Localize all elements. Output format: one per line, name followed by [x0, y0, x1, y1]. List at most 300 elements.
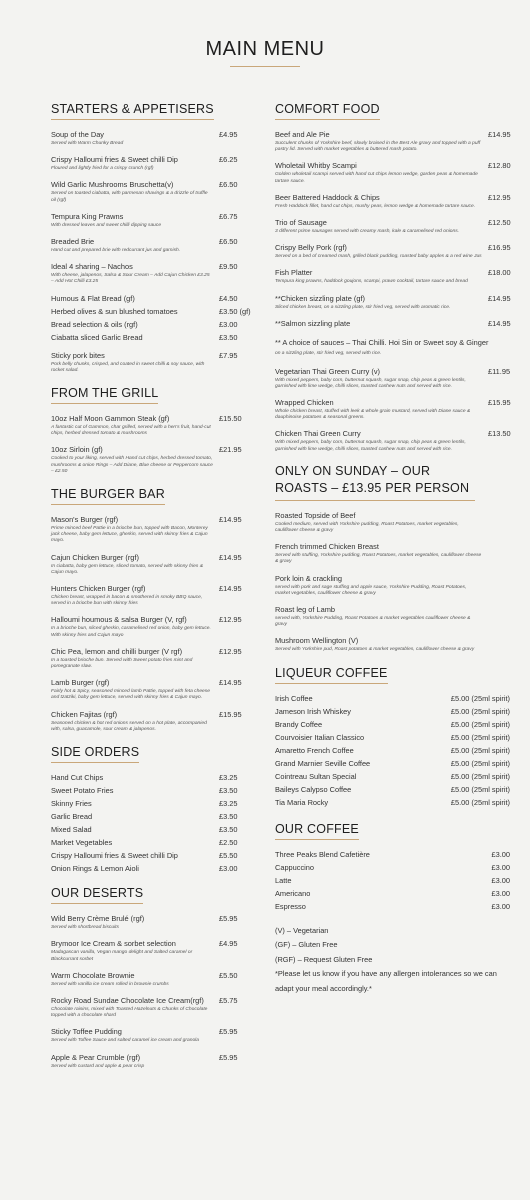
menu-item-description: served with pork and sage stuffing and apple sauce, Yorkshire Pudding, Roast Potatoes, market vegetables, cauliflower cheese & gravy [275, 584, 467, 596]
menu-item-row [275, 293, 510, 304]
menu-item-price: £3.50 [219, 786, 238, 796]
menu-item-price: £3.00 [491, 888, 510, 898]
dietary-note: (GF) – Gluten Free [275, 940, 338, 950]
menu-item-price: £3.00 [491, 875, 510, 885]
menu-item-name: Skinny Fries [51, 799, 92, 809]
menu-item-description: Served with Yorkshire pud, Roast potatoes & market vegetables, cauliflower cheese & gravy [275, 647, 475, 653]
menu-item-row [275, 745, 510, 756]
menu-item [275, 719, 510, 730]
menu-item-name: Americano [275, 888, 311, 898]
menu-item-name: Fish Platter [275, 268, 313, 278]
menu-item-price: £14.95 [488, 293, 511, 303]
menu-item-row [51, 938, 241, 949]
menu-item [275, 192, 510, 210]
menu-item-row [51, 785, 241, 796]
menu-item [275, 541, 510, 565]
menu-item [51, 552, 241, 576]
menu-item-name: Market Vegetables [51, 838, 113, 848]
menu-item [275, 129, 510, 153]
left-column [51, 100, 251, 1080]
menu-section [51, 384, 241, 475]
menu-item-row [51, 306, 251, 317]
menu-item-price: £15.50 [219, 414, 242, 424]
menu-item-row [51, 154, 241, 165]
menu-item-price: £4.95 [219, 130, 238, 139]
menu-item [275, 397, 510, 421]
menu-item-description: Served on toasted ciabatta, with parmesan shavings & a drizzle of truffle oil (rgf) [51, 191, 208, 203]
menu-item-description: With dressed leaves and sweet chilli dipping sauce [51, 222, 162, 228]
menu-item-price: £5.95 [219, 1052, 238, 1062]
menu-item [51, 798, 241, 809]
menu-item [51, 154, 241, 172]
menu-item-row [275, 604, 510, 615]
menu-item [275, 293, 510, 311]
menu-item-price: £15.95 [488, 397, 511, 407]
menu-item-description: A fantastic cut of Gammon, char grilled, served with a hen's fruit, hand-cut chips, herbed dressed tomato & mushrooms [51, 425, 211, 437]
menu-item [51, 850, 241, 861]
menu-item-name: Crispy Halloumi fries & Sweet chilli Dip [51, 155, 178, 165]
menu-item-row [275, 397, 510, 408]
menu-item-price: £6.75 [219, 211, 238, 221]
menu-item-description: Pork belly chunks, crisped, and coated in sweet chilli & soy sauce, with rocket salad. [51, 361, 205, 373]
menu-item-description: Madagascan vanilla, Vegan mango delight and Salted caramel or Blackcurrant sorbet [51, 950, 193, 962]
menu-item-price: £5.50 [219, 851, 238, 861]
menu-item-price: £3.00 [219, 864, 238, 874]
menu-item-price: £3.00 [219, 319, 238, 329]
menu-item-row [275, 797, 510, 808]
menu-item-price: £5.00 (25ml spirit) [450, 758, 510, 768]
menu-item-name: Sticky Toffee Pudding [51, 1027, 122, 1037]
menu-item-row [51, 850, 241, 861]
menu-item-name: Breaded Brie [51, 237, 95, 247]
section-heading: SIDE ORDERS [51, 745, 139, 763]
menu-item-description: Sliced chicken breast, on a sizzling plate, stir fried veg, served with aromatic rice. [275, 304, 451, 310]
menu-item-row [51, 293, 241, 304]
menu-item [275, 318, 510, 329]
menu-section [275, 820, 510, 912]
menu-item-price: £5.95 [219, 914, 238, 924]
menu-item-price: £12.80 [488, 161, 511, 171]
menu-section [275, 100, 510, 453]
menu-item-name: Cappuccino [275, 862, 315, 872]
menu-item-price: £12.95 [219, 615, 242, 625]
dietary-notes [275, 924, 510, 997]
menu-item-description: Served with vanilla ice cream rolled in brownie crumbs [51, 981, 169, 987]
menu-item [51, 444, 241, 475]
menu-item-price: £3.50 (gf) [219, 306, 251, 316]
menu-item-description: Served with Warm Chunky Bread [51, 141, 124, 146]
menu-item-name: Rocky Road Sundae Chocolate Ice Cream(rgf) [51, 995, 204, 1005]
menu-item-description: Floured and lightly fried for a crispy crunch (rgf) [51, 166, 154, 172]
menu-item-name: Ciabatta sliced Garlic Bread [51, 332, 143, 342]
menu-item-price: £12.95 [488, 192, 511, 202]
menu-item-row [275, 693, 510, 704]
menu-section [275, 463, 510, 654]
menu-section [51, 743, 241, 874]
menu-item-row [51, 798, 241, 809]
menu-item-name: Wild Berry Crème Brulé (rgf) [51, 914, 145, 924]
menu-item-row [51, 514, 241, 525]
menu-item-description: Seasoned chicken & hot red onions served on a hot plate, accompanied with, salsa, guacamole, sour cream & jalapenos. [51, 720, 207, 732]
menu-item-name: Beef and Ale Pie [275, 130, 330, 139]
menu-item-price: £5.00 (25ml spirit) [450, 784, 510, 794]
menu-item-name: Sweet Potato Fries [51, 786, 114, 796]
menu-item-name: Tempura King Prawns [51, 211, 124, 221]
menu-item-row [275, 192, 510, 203]
menu-item-price: £5.00 (25ml spirit) [450, 797, 510, 807]
menu-item-name: Tia Maria Rocky [275, 797, 329, 807]
menu-item-name: Mason's Burger (rgf) [51, 515, 119, 525]
menu-item-price: £5.00 (25ml spirit) [450, 771, 510, 781]
menu-item [275, 758, 510, 769]
menu-item-description: With cheese, jalapenos, Salsa & Sour Cream – Add Cajun Chicken £3.25 – Add Hot Chilli £3.25 [51, 273, 210, 285]
menu-item-name: French trimmed Chicken Breast [275, 542, 379, 552]
menu-item-description: Served with stuffing, Yorkshire pudding, Roast Potatoes, market vegetables, cauliflower cheese & gravy [275, 553, 482, 565]
menu-section [275, 664, 510, 808]
section-heading: COMFORT FOOD [275, 102, 380, 120]
menu-item-name: **Salmon sizzling plate [275, 318, 351, 328]
menu-item-name: Trio of Sausage [275, 218, 327, 228]
dietary-note: (V) – Vegetarian [275, 925, 329, 935]
menu-item-row [275, 849, 510, 860]
menu-item-description: 3 different prime sausages served with creamy mash, kale & caramelised red onions. [275, 229, 460, 235]
menu-item-price: £14.95 [488, 318, 511, 328]
menu-item [275, 706, 510, 717]
menu-item-price: £3.25 [219, 773, 238, 783]
menu-item-description: Served with shortbread biscuits [51, 925, 119, 931]
menu-item-price: £3.00 [491, 849, 510, 859]
menu-item-price: £11.95 [488, 366, 511, 376]
menu-item-name: Pork loin & crackling [275, 573, 342, 583]
menu-item-row [275, 706, 510, 717]
menu-item [275, 242, 510, 260]
menu-item-name: Jameson Irish Whiskey [275, 706, 351, 716]
menu-item [275, 693, 510, 704]
menu-item [275, 732, 510, 743]
menu-item-name: Courvoisier Italian Classico [275, 732, 365, 742]
menu-item-description: Served on a bed of creamed mash, grilled black pudding, roasted baby apples & a red wine Jus [275, 254, 482, 260]
menu-item-name: Wild Garlic Mushrooms Bruschetta(v) [51, 180, 174, 190]
menu-item-row [275, 758, 510, 769]
menu-item-price: £6.50 [219, 237, 238, 247]
menu-item-price: £7.95 [219, 350, 238, 360]
menu-item-name: Espresso [275, 901, 306, 911]
menu-item-row [275, 366, 510, 377]
menu-item [51, 709, 241, 733]
menu-item [275, 888, 510, 899]
section-heading: STARTERS & APPETISERS [51, 102, 214, 120]
menu-item [275, 573, 510, 597]
menu-item-price: £14.95 [219, 552, 242, 562]
menu-item [275, 745, 510, 756]
menu-item-description: Served with custard and apple & pear crisp [51, 1063, 145, 1069]
menu-item-row [275, 732, 510, 743]
menu-item-row [51, 261, 241, 272]
menu-item-row [51, 236, 241, 247]
menu-item-price: £5.00 (25ml spirit) [450, 706, 510, 716]
menu-item-price: £14.95 [488, 130, 511, 139]
menu-item-row [51, 913, 241, 924]
menu-item-row [51, 444, 241, 455]
menu-item-name: 10oz Half Moon Gammon Steak (gf) [51, 414, 170, 424]
section-heading: LIQUEUR COFFEE [275, 666, 388, 684]
menu-item-price: £4.50 [219, 293, 238, 303]
menu-item [51, 350, 241, 374]
menu-item [51, 938, 241, 962]
menu-item-row [51, 995, 241, 1006]
menu-item [51, 261, 241, 285]
menu-item [51, 772, 241, 783]
menu-item [51, 785, 241, 796]
menu-item-price: £5.00 (25ml spirit) [450, 719, 510, 729]
menu-item [51, 811, 241, 822]
menu-item-name: Apple & Pear Crumble (rgf) [51, 1052, 141, 1062]
title-divider [230, 66, 300, 67]
menu-item-row [51, 837, 241, 848]
menu-item-name: Irish Coffee [275, 693, 313, 703]
menu-item-name: Chicken Thai Green Curry [275, 429, 361, 439]
menu-item [51, 646, 241, 670]
menu-item-name: Latte [275, 875, 292, 885]
right-column [275, 100, 510, 1006]
menu-item [51, 179, 241, 203]
menu-item-name: Grand Marnier Seville Coffee [275, 758, 371, 768]
menu-item-name: Brandy Coffee [275, 719, 323, 729]
menu-item [51, 970, 241, 988]
menu-item-price: £5.95 [219, 1027, 238, 1037]
menu-item-name: **Chicken sizzling plate (gf) [275, 293, 365, 303]
menu-item-price: £15.95 [219, 709, 242, 719]
menu-item-name: Humous & Flat Bread (gf) [51, 293, 135, 303]
sauce-note: ** A choice of sauces – Thai Chilli. Hoi Sin or Sweet soy & Ginger [275, 337, 489, 347]
menu-item [275, 510, 510, 534]
menu-item-row [275, 267, 510, 278]
menu-item [51, 583, 241, 607]
menu-item [51, 1052, 241, 1070]
menu-section [51, 100, 251, 374]
menu-item-name: Warm Chocolate Brownie [51, 970, 135, 980]
menu-item [51, 863, 241, 874]
menu-item-name: Baileys Calypso Coffee [275, 784, 352, 794]
menu-item [51, 837, 241, 848]
menu-item-price: £6.25 [219, 155, 238, 165]
menu-title: MAIN MENU [205, 38, 325, 60]
menu-item-name: Ideal 4 sharing – Nachos [51, 262, 133, 272]
menu-item-row [275, 217, 510, 228]
section-heading: FROM THE GRILL [51, 386, 158, 404]
menu-item-row [275, 901, 510, 912]
section-heading: OUR DESERTS [51, 886, 143, 904]
menu-item-row [51, 332, 241, 343]
menu-item-row [51, 1052, 241, 1063]
menu-item [275, 428, 510, 452]
menu-item-description: Served with Toffee Sauce and salted caramel ice cream and granola [51, 1038, 199, 1044]
menu-item-price: £3.00 [491, 901, 510, 911]
menu-item-row [275, 875, 510, 886]
menu-item-row [51, 863, 241, 874]
menu-item [275, 771, 510, 782]
menu-item-price: £3.25 [219, 799, 238, 809]
menu-item-row [275, 129, 510, 140]
menu-item [51, 413, 241, 437]
menu-item-price: £9.50 [219, 262, 238, 272]
menu-item [275, 797, 510, 808]
dietary-note: (RGF) – Request Gluten Free [275, 954, 373, 964]
menu-item-name: Hand Cut Chips [51, 773, 104, 783]
menu-item-name: Halloumi houmous & salsa Burger (V, rgf) [51, 615, 187, 625]
menu-item-description: Succulent chunks of Yorkshire beef, slowly braised in the Best Ale gravy and topped with a puff pastry lid. Served with market vegetables & buttered mash potato. [275, 141, 481, 153]
menu-item-price: £5.00 (25ml spirit) [450, 745, 510, 755]
menu-item-row [275, 771, 510, 782]
menu-item [275, 267, 510, 285]
menu-item-price: £14.95 [219, 678, 242, 688]
menu-item-price: £18.00 [488, 268, 511, 278]
menu-item-name: Chic Pea, lemon and chilli burger (V rgf) [51, 646, 183, 656]
menu-item [275, 849, 510, 860]
menu-item-row [275, 862, 510, 873]
menu-item-price: £12.95 [219, 646, 242, 656]
menu-item-description: Tempura king prawns, haddock goujons, scampi, prawn cocktail, tartare sauce and bread [275, 279, 468, 285]
menu-item-name: Cointreau Sultan Special [275, 771, 357, 781]
menu-item-price: £12.50 [488, 218, 511, 228]
menu-item-description: In a brioche bun, sliced gherkin, caramelised red onion, baby gem lettuce. With skinny fries and Cajun mayo [51, 626, 211, 638]
menu-item-description: In ciabatta, baby gem lettuce, sliced tomato, served with skinny fries & Cajun mayo. [51, 563, 203, 575]
menu-item-name: Brymoor Ice Cream & sorbet selection [51, 939, 176, 949]
menu-item-description: With mixed peppers, baby corn, butternut squash, sugar snap, chip peas & green lentils, garnished with lime wedge, chilli slices, toasted cashew nuts and served with rice. [275, 377, 466, 389]
menu-item-row [51, 824, 241, 835]
menu-item-name: Onion Rings & Lemon Aioli [51, 864, 139, 874]
menu-item-name: Roasted Topside of Beef [275, 510, 356, 520]
menu-item-price: £5.00 (25ml spirit) [450, 693, 510, 703]
menu-item-row [275, 428, 510, 439]
menu-item-row [51, 1026, 241, 1037]
menu-item [51, 614, 241, 638]
menu-item [51, 824, 241, 835]
menu-item-description: Hand cut and prepared brie with redcurrant jus and garnish. [51, 248, 181, 254]
menu-item-row [51, 614, 241, 625]
menu-item-price: £2.50 [219, 838, 238, 848]
menu-item-name: Mixed Salad [51, 825, 92, 835]
menu-item [275, 875, 510, 886]
menu-item-row [275, 635, 510, 646]
menu-item-description: With mixed peppers, baby corn, butternut squash, sugar snap, chip peas & green lentils, garnished with lime wedge, chilli slices, toasted cashew nuts and served with rice. [275, 440, 466, 452]
menu-item-price: £14.95 [219, 515, 242, 525]
menu-item [51, 293, 241, 304]
menu-item-price: £14.95 [219, 584, 242, 594]
menu-item-name: Chicken Fajitas (rgf) [51, 709, 118, 719]
menu-item [51, 995, 241, 1019]
menu-item-row [51, 211, 241, 222]
menu-item-description: Chocolate raisins, mixed with Toasted Hazelnuts & Chunks of Chocolate topped with a chocolate shard [51, 1006, 208, 1019]
menu-item-name: Wholetail Whitby Scampi [275, 161, 357, 171]
menu-item [275, 217, 510, 235]
menu-item-name: Bread selection & oils (rgf) [51, 319, 138, 329]
dietary-note: *Please let us know if you have any allergen intolerances so we can adapt your meal accordingly.* [275, 969, 497, 993]
menu-item-name: Roast leg of Lamb [275, 604, 335, 614]
menu-item-name: 10oz Sirloin (gf) [51, 445, 103, 455]
menu-item-price: £21.95 [219, 445, 242, 455]
menu-item-name: Vegetarian Thai Green Curry (v) [275, 366, 381, 376]
menu-item [275, 366, 510, 390]
menu-item-row [51, 129, 241, 140]
menu-item-row [51, 811, 241, 822]
menu-item-name: Cajun Chicken Burger (rgf) [51, 552, 139, 562]
menu-item-name: Beer Battered Haddock & Chips [275, 192, 380, 202]
menu-item-name: Sticky pork bites [51, 350, 105, 360]
menu-item [51, 129, 241, 147]
menu-item [275, 635, 510, 653]
menu-item-row [51, 970, 241, 981]
menu-item [275, 604, 510, 628]
menu-item-name: Soup of the Day [51, 130, 105, 139]
menu-item-row [275, 573, 510, 584]
menu-item-description: Prime minced beef Pattie in a brioche bun, topped with Bacon, Monterey jack cheese, baby gem lettuce, gherkin, served with skinny fries & Cajun mayo. [51, 526, 208, 544]
menu-item [51, 211, 241, 229]
menu-item-row [51, 677, 241, 688]
menu-item-name: Three Peaks Blend Cafetière [275, 849, 370, 859]
menu-item-row [275, 242, 510, 253]
menu-item [51, 306, 251, 317]
menu-item-description: Whole chicken breast, stuffed with leek & whole grain mustard, served with Diane sauce & dauphinoise potatoes & seasonal greens. [275, 408, 471, 421]
menu-item-price: £13.50 [488, 429, 511, 439]
menu-item-description: served with, Yorkshire Pudding, Roast Potatoes & market vegetables cauliflower cheese & gravy [275, 615, 471, 628]
menu-item [51, 236, 241, 254]
section-heading: OUR COFFEE [275, 822, 359, 840]
menu-item [51, 913, 241, 931]
menu-item-price: £5.75 [219, 995, 238, 1005]
menu-item-name: Wrapped Chicken [275, 397, 334, 407]
menu-item-description: In a toasted brioche bun. Served with Sweet potato fries mint and pomegranate slaw. [51, 657, 193, 670]
menu-item-price: £16.95 [488, 243, 511, 253]
menu-item-price: £6.50 [219, 180, 238, 190]
menu-item [275, 784, 510, 795]
menu-item [51, 332, 241, 343]
menu-item-row [51, 350, 241, 361]
menu-item [51, 514, 241, 545]
menu-item-price: £5.00 (25ml spirit) [450, 732, 510, 742]
menu-item-row [51, 413, 241, 424]
menu-item-row [275, 318, 510, 329]
menu-item-description: Fresh Haddock fillet, hand cut chips, mushy peas, lemon wedge & homemade tartare sauce. [275, 203, 476, 209]
menu-item-row [275, 719, 510, 730]
menu-item-description: Cooked medium, served with Yorkshire pudding, Roast Potatoes, market vegetables, cauliflower cheese & gravy [275, 521, 459, 533]
menu-item-price: £3.50 [219, 332, 238, 342]
menu-item-name: Herbed olives & sun blushed tomatoes [51, 306, 178, 316]
menu-item-row [51, 552, 241, 563]
menu-item-price: £5.50 [219, 970, 238, 980]
menu-item-row [275, 784, 510, 795]
menu-item-row [275, 541, 510, 552]
menu-item-row [275, 510, 510, 521]
menu-item-price: £3.50 [219, 825, 238, 835]
menu-item-row [51, 179, 241, 190]
menu-item-description: Fairly hot & Spicy, seasoned minced lamb Pattie, topped with feta cheese and tzatziki, baby gem lettuce, served with skinny fries & Cajun mayo. [51, 689, 210, 701]
menu-item-row [51, 709, 241, 720]
section-heading: THE BURGER BAR [51, 487, 165, 505]
sauce-description: on a sizzling plate, stir fried veg, served with rice. [275, 351, 382, 357]
section-heading: ONLY ON SUNDAY – OUR ROASTS – £13.95 PER PERSON [275, 463, 475, 501]
menu-item-row [51, 772, 241, 783]
menu-section [51, 485, 241, 733]
menu-item-name: Crispy Belly Pork (rgf) [275, 243, 347, 253]
menu-item-description: Golden wholetail scampi served with hand cut chips lemon wedge, garden peas & homemade tartare sauce. [275, 172, 478, 184]
menu-item-price: £3.00 [491, 862, 510, 872]
menu-item-name: Garlic Bread [51, 812, 93, 822]
menu-item-name: Amaretto French Coffee [275, 745, 354, 755]
menu-item-name: Lamb Burger (rgf) [51, 678, 110, 688]
menu-item-row [275, 888, 510, 899]
menu-item-row [275, 160, 510, 171]
